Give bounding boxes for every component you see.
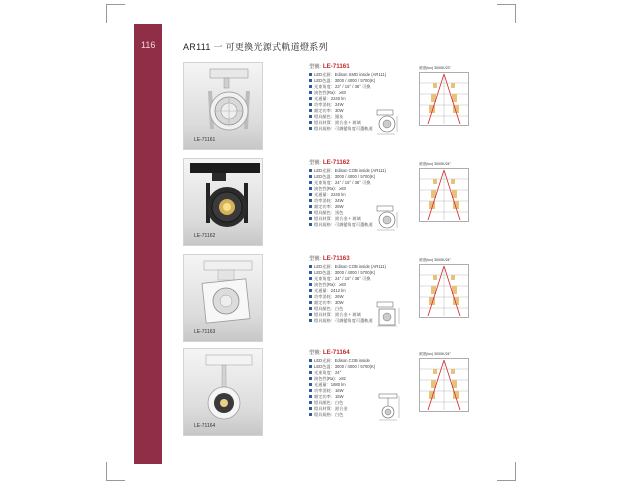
- spec-item: 燈具顏色：黑色: [309, 210, 421, 216]
- bullet-icon: [309, 277, 312, 280]
- spec-item: 額定功率：28W: [309, 204, 421, 210]
- bullet-icon: [309, 395, 312, 398]
- bullet-icon: [309, 127, 312, 130]
- spec-item: 演色性(Ra)：≥83: [309, 282, 421, 288]
- spec-item: 燈具材質：鋁合金 + 玻璃: [309, 312, 421, 318]
- bullet-icon: [309, 283, 312, 286]
- bullet-icon: [309, 205, 312, 208]
- photo-caption: LE-71161: [194, 137, 216, 143]
- bullet-icon: [309, 175, 312, 178]
- spec-item: 功率消耗：24W: [309, 198, 421, 204]
- product-photo: [183, 348, 263, 436]
- dimension-drawing: [373, 298, 415, 328]
- spec-item: 演色性(Ra)：≥83: [309, 90, 421, 96]
- crop-mark: [497, 4, 516, 23]
- bullet-icon: [309, 389, 312, 392]
- beam-chart: [419, 258, 469, 318]
- crop-mark: [497, 462, 516, 481]
- spec-item: 燈具規格：可調變角度可選軌道: [309, 222, 421, 228]
- spec-item: 功率消耗：26W: [309, 294, 421, 300]
- spec-item: 光束角度：24° / 15° / 36° 可換: [309, 276, 421, 282]
- chart-title: 照度(lux) 3000K/24°: [419, 352, 451, 356]
- product-photo: [183, 158, 263, 246]
- spec-item: LED光源：Edison COB inside: [309, 358, 421, 364]
- crop-mark: [106, 4, 125, 23]
- bullet-icon: [309, 91, 312, 94]
- model-prefix: 型號:: [309, 256, 321, 262]
- beam-chart: [419, 66, 469, 126]
- spec-item: 燈具規格：可調變角度可選軌道: [309, 126, 421, 132]
- bullet-icon: [309, 103, 312, 106]
- spec-item: 演色性(Ra)：≥82: [309, 376, 421, 382]
- bullet-icon: [309, 407, 312, 410]
- spec-item: 燈具顏色：銀灰: [309, 114, 421, 120]
- photo-caption: LE-71164: [194, 423, 216, 429]
- bullet-icon: [309, 85, 312, 88]
- spec-item: 額定功率：30W: [309, 108, 421, 114]
- bullet-icon: [309, 223, 312, 226]
- bullet-icon: [309, 377, 312, 380]
- model-prefix: 型號:: [309, 350, 321, 356]
- bullet-icon: [309, 371, 312, 374]
- model-prefix: 型號:: [309, 64, 321, 70]
- spec-item: LED色溫：3000 / 4000 / 5700(K): [309, 78, 421, 84]
- bullet-icon: [309, 359, 312, 362]
- bullet-icon: [309, 115, 312, 118]
- model-prefix: 型號:: [309, 160, 321, 166]
- spec-item: LED色溫：3000 / 4000 / 5700(K): [309, 270, 421, 276]
- spec-item: LED光源：Edison COB inside (AR111): [309, 264, 421, 270]
- bullet-icon: [309, 319, 312, 322]
- product-photo: [183, 254, 263, 342]
- spec-item: LED光源：Edison SMD inside (AR111): [309, 72, 421, 78]
- model-number: LE-71163: [322, 255, 350, 262]
- bullet-icon: [309, 383, 312, 386]
- spec-item: LED色溫：3000 / 4000 / 5700(K): [309, 174, 421, 180]
- product-card: [183, 348, 493, 434]
- bullet-icon: [309, 211, 312, 214]
- model-number: LE-71162: [322, 159, 350, 166]
- spec-item: 額定功率：30W: [309, 300, 421, 306]
- spec-item: 功率消耗：16W: [309, 388, 421, 394]
- spec-item: 光通量：1680 lm: [309, 382, 421, 388]
- photo-caption: LE-71162: [194, 233, 216, 239]
- crop-mark: [106, 462, 125, 481]
- dimension-drawing: [373, 202, 415, 232]
- spec-item: 燈具規格：可調變角度可選軌道: [309, 318, 421, 324]
- bullet-icon: [309, 169, 312, 172]
- spec-item: 燈具材質：鋁合金 + 玻璃: [309, 216, 421, 222]
- spec-item: 燈具顏色：白色: [309, 400, 421, 406]
- chart-title: 照度(lux) 3000K/24°: [419, 258, 451, 262]
- bullet-icon: [309, 193, 312, 196]
- bullet-icon: [309, 79, 312, 82]
- bullet-icon: [309, 181, 312, 184]
- spec-item: LED色溫：3000 / 4000 / 5700(K): [309, 364, 421, 370]
- beam-chart: [419, 162, 469, 222]
- bullet-icon: [309, 289, 312, 292]
- spec-item: 光束角度：24° / 15° / 36° 可換: [309, 180, 421, 186]
- bullet-icon: [309, 265, 312, 268]
- bullet-icon: [309, 187, 312, 190]
- product-card: [183, 62, 493, 148]
- dimension-drawing: [373, 106, 415, 136]
- spec-item: 燈具規格：白色: [309, 412, 421, 418]
- bullet-icon: [309, 401, 312, 404]
- bullet-icon: [309, 109, 312, 112]
- bullet-icon: [309, 365, 312, 368]
- model-line: [309, 348, 421, 358]
- dimension-drawing: [373, 392, 415, 422]
- beam-chart: [419, 352, 469, 412]
- model-number: LE-71161: [322, 63, 350, 70]
- bullet-icon: [309, 121, 312, 124]
- bullet-icon: [309, 271, 312, 274]
- bullet-icon: [309, 413, 312, 416]
- spec-item: 光束角度：23° / 15° / 36° 可換: [309, 84, 421, 90]
- model-line: [309, 254, 421, 264]
- spec-item: 燈具材質：鋁合金 + 玻璃: [309, 120, 421, 126]
- chart-title: 照度(lux) 3000K/23°: [419, 66, 451, 70]
- chart-title: 照度(lux) 3000K/24°: [419, 162, 451, 166]
- bullet-icon: [309, 295, 312, 298]
- model-number: LE-71164: [322, 349, 350, 356]
- page-number: 116: [141, 40, 156, 50]
- spec-item: 燈具顏色：白色: [309, 306, 421, 312]
- product-photo: [183, 62, 263, 150]
- bullet-icon: [309, 307, 312, 310]
- page-side-tab: [134, 24, 162, 464]
- bullet-icon: [309, 217, 312, 220]
- product-card: [183, 254, 493, 340]
- bullet-icon: [309, 301, 312, 304]
- product-card: [183, 158, 493, 244]
- photo-caption: LE-71163: [194, 329, 216, 335]
- spec-item: 功率消耗：24W: [309, 102, 421, 108]
- spec-item: 光通量：2240 lm: [309, 192, 421, 198]
- spec-item: 演色性(Ra)：≥83: [309, 186, 421, 192]
- bullet-icon: [309, 313, 312, 316]
- model-line: [309, 62, 421, 72]
- page-title: AR111 一 可更換光源式軌道燈系列: [183, 42, 328, 52]
- spec-item: 光通量：2240 lm: [309, 96, 421, 102]
- spec-item: 光束角度：24°: [309, 370, 421, 376]
- spec-item: 光通量：2412 lm: [309, 288, 421, 294]
- spec-item: 額定功率：15W: [309, 394, 421, 400]
- spec-item: 燈具材質：鋁合金: [309, 406, 421, 412]
- bullet-icon: [309, 97, 312, 100]
- bullet-icon: [309, 73, 312, 76]
- bullet-icon: [309, 199, 312, 202]
- model-line: [309, 158, 421, 168]
- spec-item: LED光源：Edison COB inside (AR111): [309, 168, 421, 174]
